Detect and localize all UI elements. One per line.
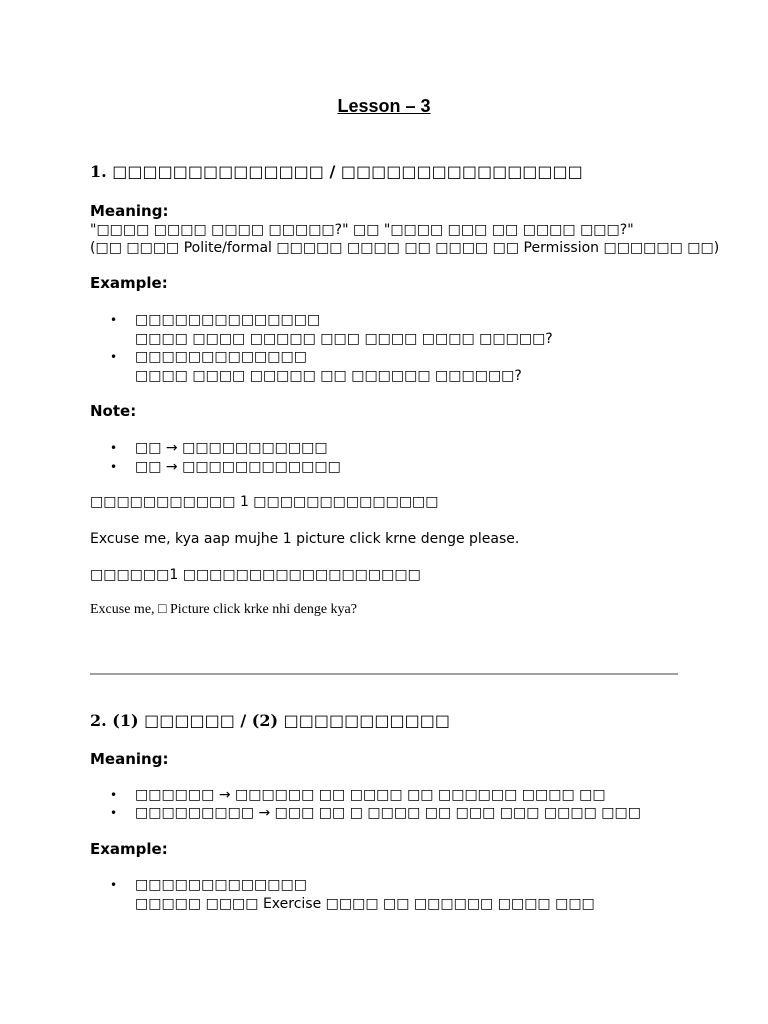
section-1-heading: 1. □□□□□□□□□□□□□□ / □□□□□□□□□□□□□□□□ [90,162,583,181]
japanese-sentence: □□□□□□□□□□□ 1 □□□□□□□□□□□□□□ [90,494,439,510]
bullet-icon: • [110,788,118,802]
lesson-title: Lesson – 3 [337,96,431,116]
meaning-item: □□□□□□ → □□□□□□ □□ □□□□ □□ □□□□□□ □□□□ □□ [135,787,606,803]
japanese-sentence: □□□□□□1 □□□□□□□□□□□□□□□□□□ [90,567,421,583]
section-1-note-label: Note: [90,402,137,420]
section-divider [90,673,678,675]
bullet-icon: • [110,313,118,327]
section-1-meaning-note: (□□ □□□□ Polite/formal □□□□□ □□□□ □□ □□□□ □□ Permission □□□□□□ □□) [90,240,720,256]
romaji-sentence: Excuse me, □ Picture click krke nhi denge kya? [90,602,357,617]
section-1-meaning-line: "□□□□ □□□□ □□□□ □□□□□?" □□ "□□□□ □□□ □□ □□□□ □□□?" [90,222,634,238]
section-1-meaning-label: Meaning: [90,202,169,220]
bullet-icon: • [110,460,118,474]
example-hindi: □□□□ □□□□ □□□□□ □□ □□□□□□ □□□□□□? [135,368,522,384]
bullet-icon: • [110,350,118,364]
bullet-icon: • [110,806,118,820]
example-japanese: □□□□□□□□□□□□□ [135,877,307,893]
bullet-icon: • [110,878,118,892]
section-2-meaning-label: Meaning: [90,750,169,768]
example-hindi: □□□□ □□□□ □□□□□ □□□ □□□□ □□□□ □□□□□? [135,331,553,347]
example-japanese: □□□□□□□□□□□□□□ [135,312,321,328]
meaning-item: □□□□□□□□□ → □□□ □□ □ □□□□ □□ □□□ □□□ □□□□ □□□ [135,805,641,821]
note-item: □□ → □□□□□□□□□□□ [135,440,328,456]
section-2-example-label: Example: [90,840,168,858]
bullet-icon: • [110,441,118,455]
note-item: □□ → □□□□□□□□□□□□ [135,459,341,475]
section-1-example-label: Example: [90,274,168,292]
example-japanese: □□□□□□□□□□□□□ [135,349,307,365]
romaji-sentence: Excuse me, kya aap mujhe 1 picture click krne denge please. [90,531,520,547]
section-2-heading: 2. (1) □□□□□□ / (2) □□□□□□□□□□□ [90,711,450,730]
example-hindi: □□□□□ □□□□ Exercise □□□□ □□ □□□□□□ □□□□ □□□ [135,896,595,912]
